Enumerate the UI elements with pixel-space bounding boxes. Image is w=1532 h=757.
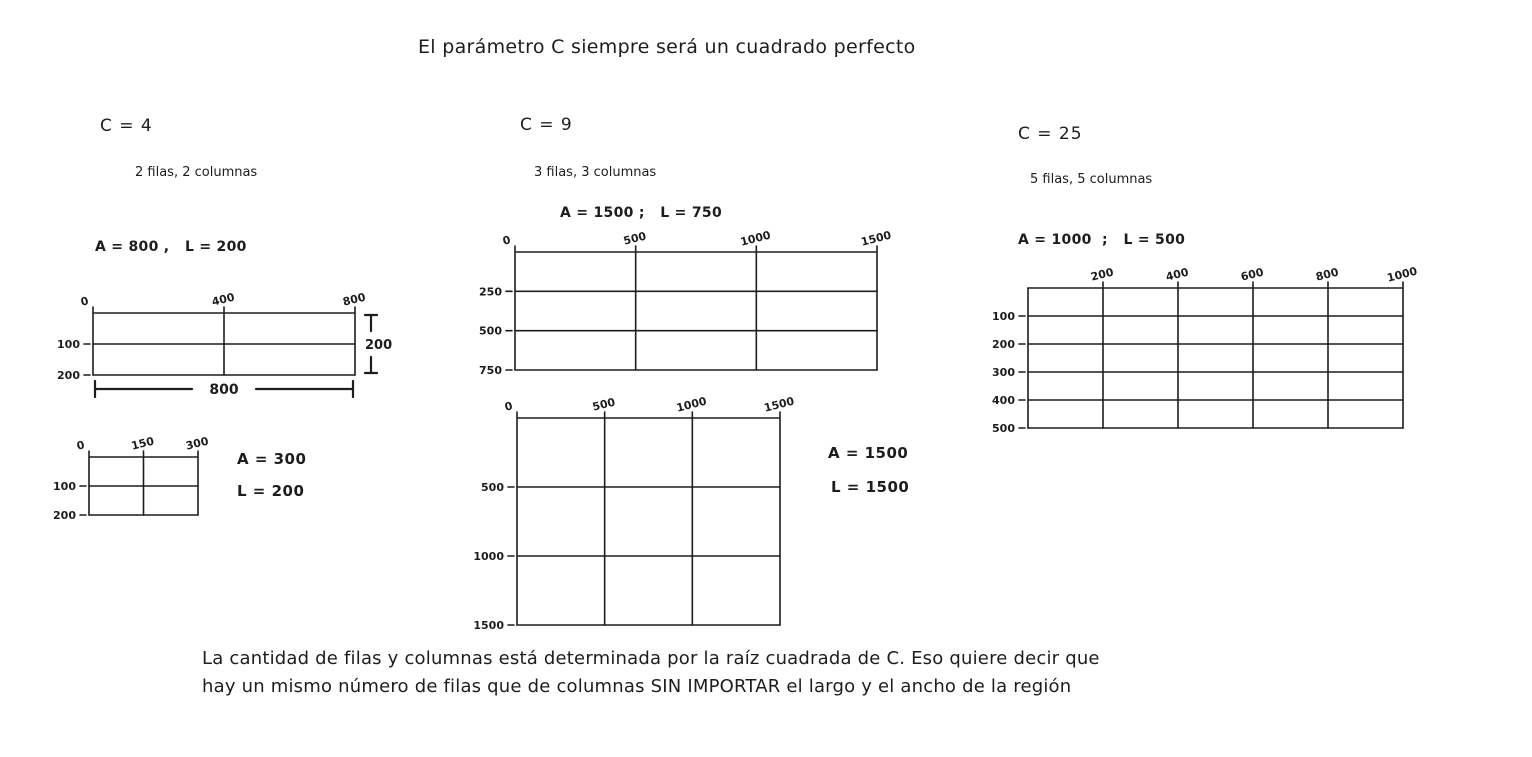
c25-grid — [992, 264, 1419, 435]
svg-text:500: 500 — [481, 481, 504, 494]
svg-text:600: 600 — [1239, 265, 1265, 284]
svg-text:500: 500 — [479, 324, 502, 338]
svg-text:500: 500 — [992, 422, 1015, 435]
svg-text:200: 200 — [1089, 265, 1115, 284]
svg-text:200: 200 — [57, 369, 80, 382]
svg-text:1500: 1500 — [859, 228, 893, 249]
svg-text:1000: 1000 — [1385, 264, 1419, 285]
svg-text:300: 300 — [184, 434, 210, 453]
svg-text:1000: 1000 — [675, 394, 708, 415]
svg-text:500: 500 — [591, 395, 617, 414]
c9-formula: A = 1500 ; L = 750 — [560, 205, 722, 221]
c9-subheading: 3 filas, 3 columnas — [534, 165, 657, 180]
svg-text:150: 150 — [129, 434, 156, 453]
svg-text:300: 300 — [992, 366, 1015, 379]
svg-text:0: 0 — [503, 399, 514, 414]
svg-text:400: 400 — [210, 290, 236, 309]
svg-text:0: 0 — [79, 294, 90, 309]
c9-square-grid-area-label: A = 1500 — [828, 444, 909, 462]
page-title: El parámetro C siempre será un cuadrado perfecto — [418, 36, 916, 58]
c25-heading: C = 25 — [1018, 124, 1083, 144]
svg-text:750: 750 — [479, 364, 502, 377]
svg-text:1500: 1500 — [473, 619, 504, 632]
c4-grid-large — [57, 290, 393, 398]
svg-text:1500: 1500 — [762, 394, 796, 415]
svg-text:400: 400 — [992, 394, 1015, 407]
svg-text:800: 800 — [1314, 265, 1340, 284]
svg-text:800: 800 — [209, 382, 239, 398]
svg-text:500: 500 — [622, 229, 648, 248]
c4-heading: C = 4 — [100, 116, 153, 136]
svg-text:200: 200 — [365, 338, 393, 353]
c4-grid-small — [53, 434, 210, 522]
c4-small-grid-length-label: L = 200 — [237, 482, 305, 500]
c25-subheading: 5 filas, 5 columnas — [1030, 172, 1153, 187]
c4-formula: A = 800 , L = 200 — [95, 239, 247, 255]
svg-text:1000: 1000 — [473, 550, 504, 563]
svg-text:200: 200 — [992, 338, 1015, 351]
footer-explanation-line-1: La cantidad de filas y columnas está determinada por la raíz cuadrada de C. Eso quiere decir que — [202, 648, 1100, 669]
svg-text:200: 200 — [53, 509, 76, 522]
svg-text:0: 0 — [501, 233, 512, 248]
svg-text:400: 400 — [1164, 265, 1190, 284]
footer-explanation-line-2: hay un mismo número de filas que de columnas SIN IMPORTAR el largo y el ancho de la región — [202, 676, 1072, 697]
c9-square-grid-length-label: L = 1500 — [831, 478, 910, 496]
c25-formula: A = 1000 ; L = 500 — [1018, 232, 1186, 248]
svg-text:250: 250 — [479, 285, 502, 299]
svg-text:100: 100 — [992, 310, 1015, 323]
c9-heading: C = 9 — [520, 115, 573, 135]
c4-subheading: 2 filas, 2 columnas — [135, 165, 258, 180]
svg-text:1000: 1000 — [739, 228, 772, 249]
svg-text:0: 0 — [75, 438, 86, 453]
c9-grid-square — [473, 394, 796, 632]
svg-text:800: 800 — [341, 290, 367, 309]
c4-small-grid-area-label: A = 300 — [237, 450, 307, 468]
svg-text:100: 100 — [57, 338, 80, 351]
c9-grid-wide — [479, 228, 893, 377]
svg-text:100: 100 — [53, 480, 76, 493]
